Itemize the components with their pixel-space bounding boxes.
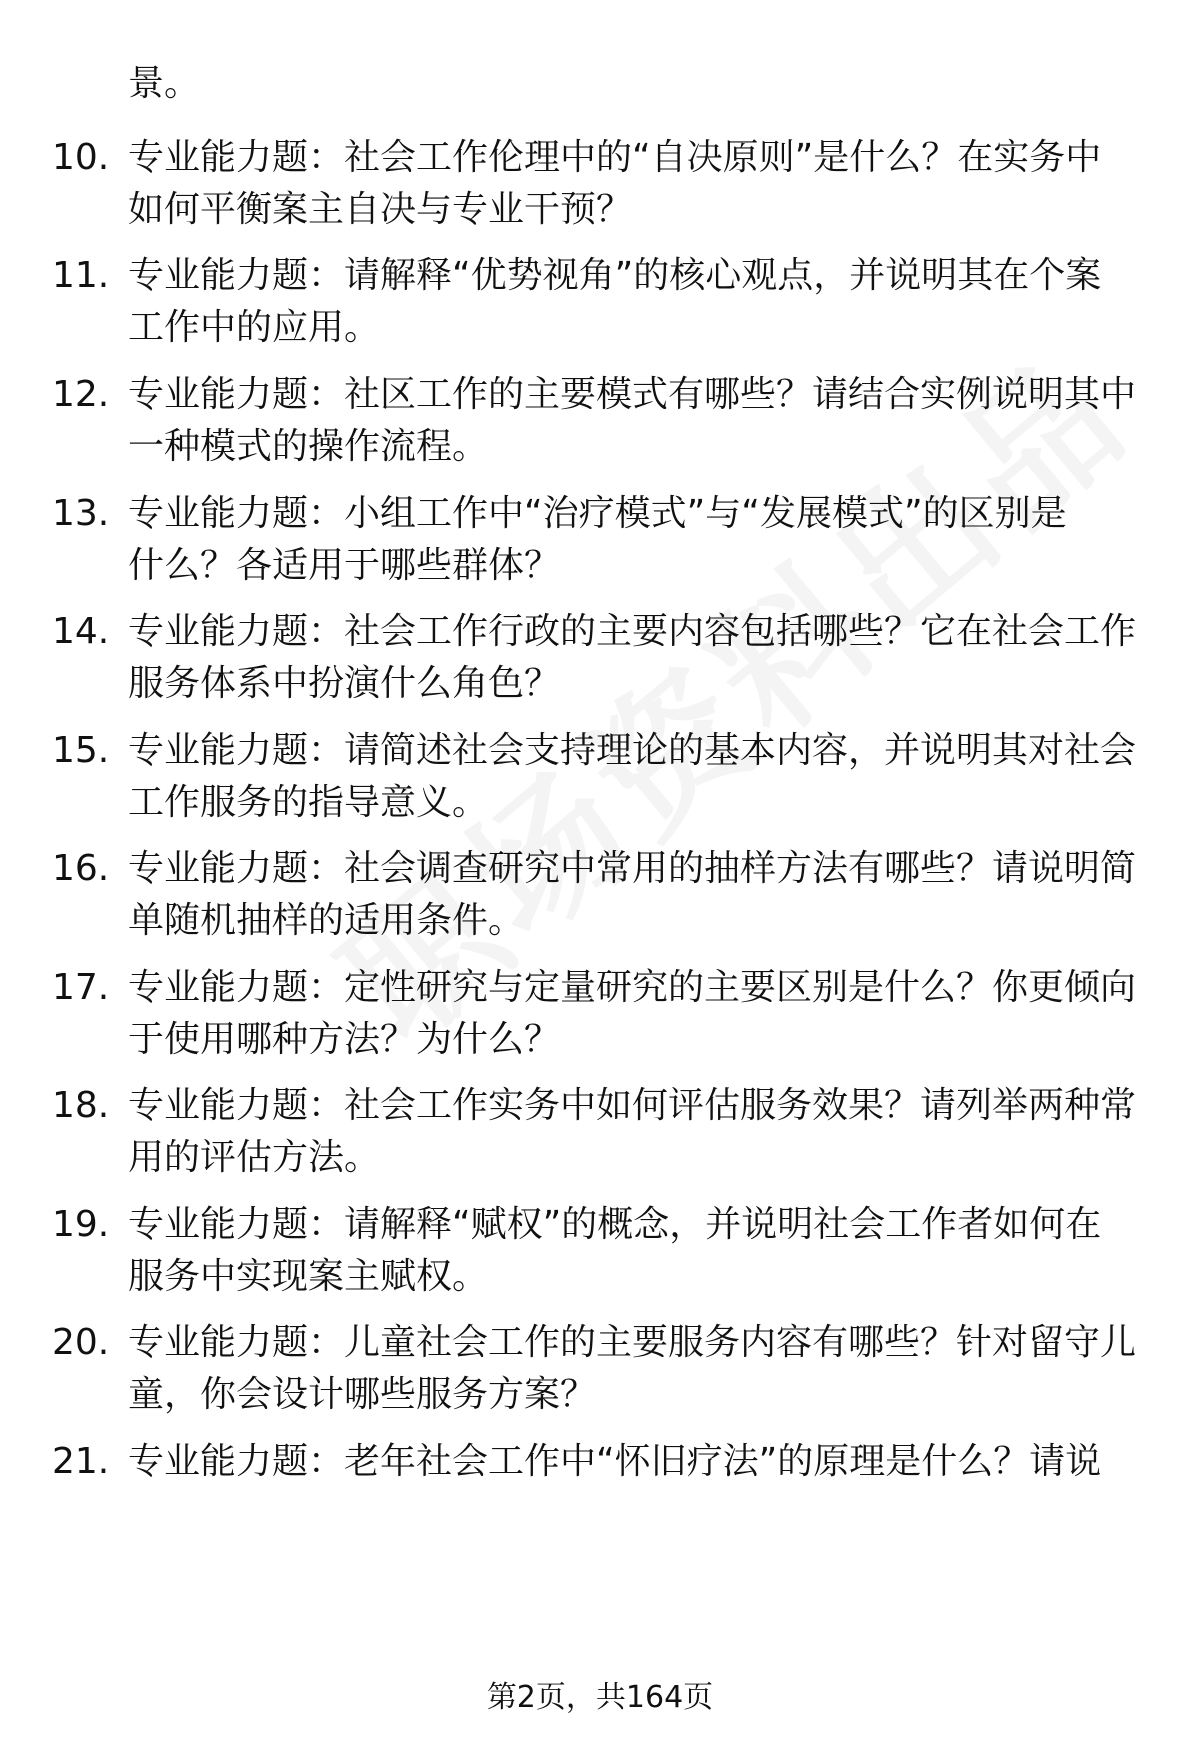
question-item: [0, 843, 1200, 953]
question-line: 工作中的应用。: [128, 307, 381, 348]
question-text: [128, 1436, 1148, 1488]
question-item: [0, 132, 1200, 242]
question-line: 专业能力题：社会调查研究中常用的抽样方法有哪些？请说明简: [128, 848, 1137, 889]
question-number: 11.: [52, 255, 110, 296]
question-item: [0, 1317, 1200, 1427]
question-text: [128, 369, 1148, 473]
question-line: 专业能力题：请简述社会支持理论的基本内容，并说明其对社会: [128, 730, 1137, 771]
question-line: 专业能力题：小组工作中“治疗模式”与“发展模式”的区别是: [128, 493, 1067, 534]
question-number: 19.: [52, 1204, 110, 1245]
question-number: 13.: [52, 493, 110, 534]
question-item: [0, 1080, 1200, 1190]
question-line: 童，你会设计哪些服务方案？: [128, 1374, 597, 1415]
question-line: 如何平衡案主自决与专业干预？: [128, 189, 633, 230]
question-line: 工作服务的指导意义。: [128, 782, 489, 823]
question-line: 服务体系中扮演什么角色？: [128, 663, 561, 704]
question-line: 用的评估方法。: [128, 1137, 381, 1178]
question-text: [128, 725, 1148, 829]
question-text: [128, 962, 1148, 1066]
question-item: [0, 725, 1200, 835]
question-text: [128, 1199, 1148, 1303]
question-line: 专业能力题：社会工作伦理中的“自决原则”是什么？在实务中: [128, 137, 1102, 178]
question-number: 18.: [52, 1085, 110, 1126]
question-line: 专业能力题：请解释“优势视角”的核心观点，并说明其在个案: [128, 255, 1102, 296]
question-item: [0, 606, 1200, 716]
question-number: 17.: [52, 967, 110, 1008]
question-line: 服务中实现案主赋权。: [128, 1256, 489, 1297]
question-text: [128, 1317, 1148, 1421]
question-line: 专业能力题：社会工作行政的主要内容包括哪些？它在社会工作: [128, 611, 1137, 652]
question-text: [128, 1080, 1148, 1184]
question-line: 什么？各适用于哪些群体？: [128, 545, 561, 586]
question-item: [0, 250, 1200, 360]
question-item: [0, 369, 1200, 479]
question-line: 专业能力题：社会工作实务中如何评估服务效果？请列举两种常: [128, 1085, 1137, 1126]
question-number: 14.: [52, 611, 110, 652]
question-text: [128, 843, 1148, 947]
question-number: 16.: [52, 848, 110, 889]
question-line: 专业能力题：社区工作的主要模式有哪些？请结合实例说明其中: [128, 374, 1137, 415]
continuation-text: 景。: [128, 63, 201, 104]
question-line: 单随机抽样的适用条件。: [128, 900, 525, 941]
question-text: [128, 606, 1148, 710]
question-item: [0, 962, 1200, 1072]
question-line: 于使用哪种方法？为什么？: [128, 1019, 561, 1060]
question-number: 21.: [52, 1441, 110, 1482]
page-footer: 第2页，共164页: [486, 1680, 714, 1715]
question-line: 专业能力题：老年社会工作中“怀旧疗法”的原理是什么？请说: [128, 1441, 1102, 1482]
question-line: 专业能力题：儿童社会工作的主要服务内容有哪些？针对留守儿: [128, 1322, 1137, 1363]
question-line: 专业能力题：定性研究与定量研究的主要区别是什么？你更倾向: [128, 967, 1137, 1008]
question-text: [128, 250, 1148, 354]
question-number: 12.: [52, 374, 110, 415]
question-item: [0, 1436, 1200, 1546]
question-line: 一种模式的操作流程。: [128, 426, 489, 467]
question-item: [0, 1199, 1200, 1309]
question-line: 专业能力题：请解释“赋权”的概念，并说明社会工作者如何在: [128, 1204, 1102, 1245]
question-item: [0, 488, 1200, 598]
question-number: 15.: [52, 730, 110, 771]
question-number: 10.: [52, 137, 110, 178]
question-number: 20.: [52, 1322, 110, 1363]
question-text: [128, 132, 1148, 236]
question-text: [128, 488, 1148, 592]
